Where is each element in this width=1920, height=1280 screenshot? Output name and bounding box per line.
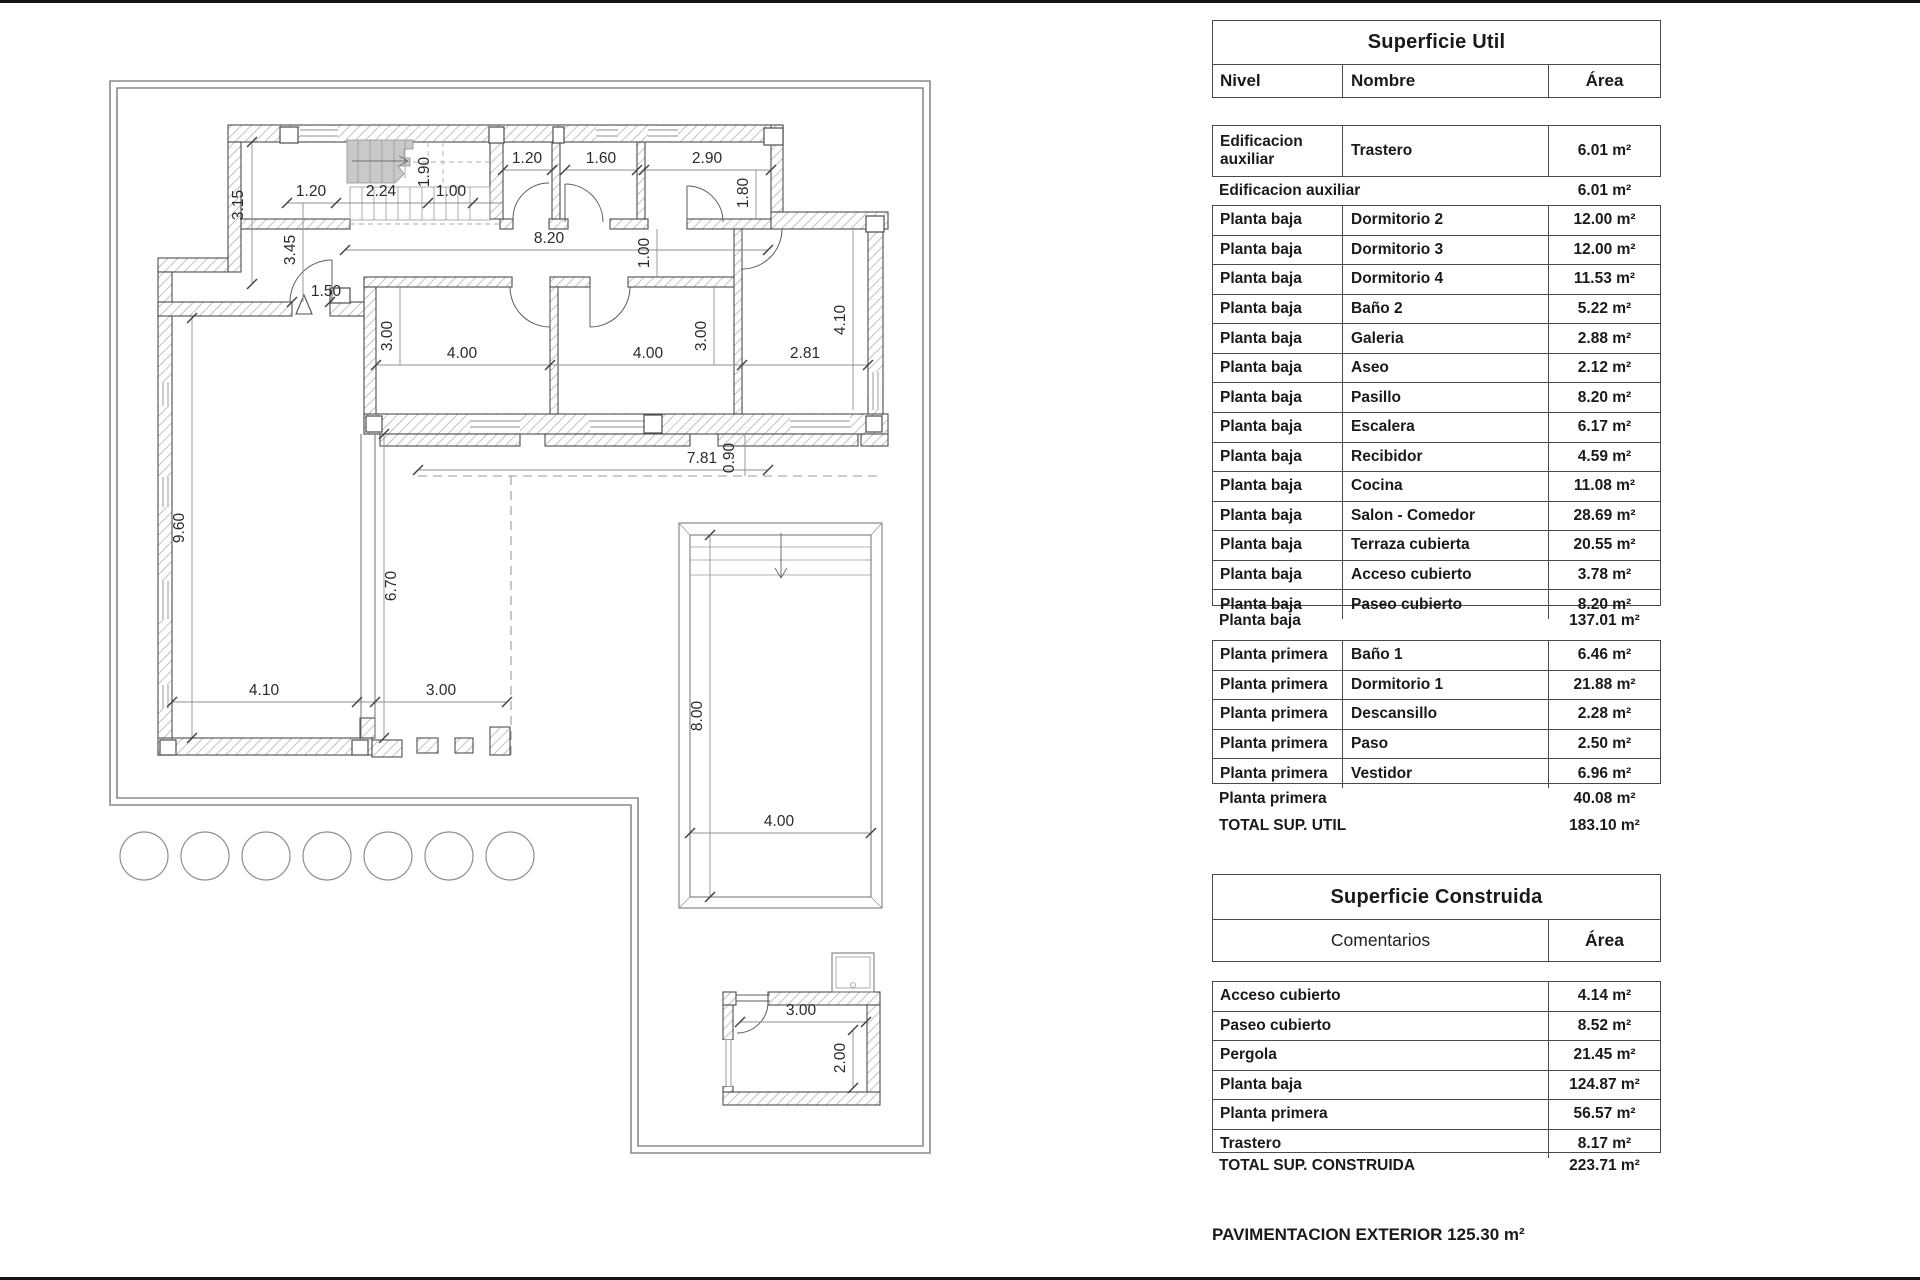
header-comentarios: Comentarios bbox=[1213, 920, 1549, 961]
dim-label: 1.50 bbox=[310, 283, 342, 300]
trees bbox=[120, 832, 534, 880]
table-row bbox=[1213, 982, 1660, 1011]
cell-nivel: Planta baja bbox=[1213, 502, 1343, 531]
dim-label: 3.00 bbox=[693, 320, 710, 352]
table-row bbox=[1213, 1070, 1660, 1100]
dim-label: 8.00 bbox=[689, 700, 706, 732]
total-label: Planta baja bbox=[1219, 611, 1301, 629]
table-row bbox=[1213, 264, 1660, 294]
dim-label: 3.00 bbox=[785, 1002, 817, 1019]
cell-comentario: Acceso cubierto bbox=[1213, 982, 1549, 1011]
header-nombre: Nombre bbox=[1343, 65, 1549, 97]
dim-label: 0.90 bbox=[721, 442, 738, 474]
cell-nivel: Planta primera bbox=[1213, 671, 1343, 700]
dim-label: 3.45 bbox=[282, 234, 299, 266]
table-row bbox=[1213, 1040, 1660, 1070]
dim-label: 2.00 bbox=[832, 1042, 849, 1074]
table-row bbox=[1213, 670, 1660, 700]
total-value: 6.01 m² bbox=[1577, 182, 1632, 199]
table-row bbox=[1213, 442, 1660, 472]
table-row bbox=[1213, 323, 1660, 353]
total-value: 40.08 m² bbox=[1573, 790, 1636, 807]
total-label: Planta primera bbox=[1219, 790, 1327, 807]
table-row bbox=[1213, 1011, 1660, 1041]
cell-area: 124.87 m² bbox=[1569, 1075, 1640, 1093]
cell-nivel: Planta primera bbox=[1213, 700, 1343, 729]
cell-nivel: Planta baja bbox=[1213, 590, 1343, 619]
aux-total-row bbox=[1212, 179, 1661, 203]
dim-label: 1.90 bbox=[416, 156, 433, 188]
dim-label: 4.00 bbox=[632, 345, 664, 362]
cell-area: 2.12 m² bbox=[1577, 359, 1632, 377]
cell-nivel: Planta baja bbox=[1213, 443, 1343, 472]
table-row bbox=[1213, 729, 1660, 759]
header-nivel: Nivel bbox=[1213, 65, 1343, 97]
cell-nivel: Planta baja bbox=[1213, 413, 1343, 442]
cell-nivel: Planta baja bbox=[1213, 472, 1343, 501]
cell-area: 12.00 m² bbox=[1573, 211, 1636, 229]
cell-nombre: Dormitorio 3 bbox=[1343, 236, 1549, 265]
table-row bbox=[1213, 353, 1660, 383]
cell-nombre: Pasillo bbox=[1343, 383, 1549, 412]
table-row bbox=[1213, 560, 1660, 590]
header-area: Área bbox=[1585, 930, 1624, 950]
cell-area: 12.00 m² bbox=[1573, 240, 1636, 258]
table-row bbox=[1213, 206, 1660, 235]
cell-nombre: Trastero bbox=[1343, 126, 1549, 176]
cell-area: 6.01 m² bbox=[1577, 142, 1632, 159]
entrance-arrow bbox=[296, 295, 312, 314]
cell-area: 6.96 m² bbox=[1577, 764, 1632, 782]
cell-nivel: Planta baja bbox=[1213, 206, 1343, 235]
dim-label: 6.70 bbox=[383, 570, 400, 602]
cell-nombre: Dormitorio 4 bbox=[1343, 265, 1549, 294]
planta-primera-total-row bbox=[1212, 787, 1661, 811]
cell-nivel: Planta baja bbox=[1213, 561, 1343, 590]
dim-label: 1.00 bbox=[636, 237, 653, 269]
cell-area: 56.57 m² bbox=[1573, 1105, 1636, 1123]
cell-area: 11.08 m² bbox=[1573, 477, 1636, 495]
outbuilding-trastero bbox=[722, 953, 880, 1105]
pavimentacion-note: PAVIMENTACION EXTERIOR 125.30 m² bbox=[1212, 1225, 1525, 1244]
table-row bbox=[1213, 758, 1660, 788]
dim-label: 3.00 bbox=[379, 320, 396, 352]
total-value: 183.10 m² bbox=[1569, 817, 1640, 834]
cell-nivel: Planta baja bbox=[1213, 531, 1343, 560]
dim-label: 1.20 bbox=[511, 150, 543, 167]
cell-nombre: Recibidor bbox=[1343, 443, 1549, 472]
cell-area: 2.28 m² bbox=[1577, 705, 1632, 723]
cell-comentario: Planta primera bbox=[1213, 1100, 1549, 1129]
cell-nombre: Baño 1 bbox=[1343, 641, 1549, 670]
cell-nivel: Edificacion auxiliar bbox=[1213, 126, 1343, 176]
table-row bbox=[1213, 501, 1660, 531]
cell-area: 8.52 m² bbox=[1577, 1016, 1632, 1034]
dim-label: 7.81 bbox=[686, 450, 718, 467]
swimming-pool bbox=[679, 523, 882, 908]
table-util-title: Superficie Util bbox=[1212, 20, 1661, 65]
cell-nivel: Planta primera bbox=[1213, 730, 1343, 759]
cell-nombre: Aseo bbox=[1343, 354, 1549, 383]
dim-label: 2.81 bbox=[789, 345, 821, 362]
table-row bbox=[1213, 699, 1660, 729]
dim-label: 9.60 bbox=[171, 512, 188, 544]
dim-label: 4.10 bbox=[248, 682, 280, 699]
table-construida-title: Superficie Construida bbox=[1212, 874, 1661, 920]
table-util-header bbox=[1212, 65, 1661, 98]
cell-nivel: Planta baja bbox=[1213, 265, 1343, 294]
table-row bbox=[1213, 530, 1660, 560]
dim-label: 4.00 bbox=[763, 813, 795, 830]
cell-area: 11.53 m² bbox=[1573, 270, 1636, 288]
construida-rows bbox=[1212, 981, 1661, 1153]
cell-nivel: Planta primera bbox=[1213, 641, 1343, 670]
cell-area: 4.59 m² bbox=[1577, 447, 1632, 465]
total-label: TOTAL SUP. UTIL bbox=[1219, 817, 1347, 834]
table-row bbox=[1213, 235, 1660, 265]
dim-label: 4.00 bbox=[446, 345, 478, 362]
cell-area: 5.22 m² bbox=[1577, 299, 1632, 317]
cell-comentario: Trastero bbox=[1213, 1130, 1549, 1159]
planta-baja-rows bbox=[1212, 205, 1661, 613]
cell-nivel: Planta baja bbox=[1213, 236, 1343, 265]
dim-label: 8.20 bbox=[533, 230, 565, 247]
cell-nivel: Planta primera bbox=[1213, 759, 1343, 788]
planta-primera-rows bbox=[1212, 640, 1661, 784]
cell-area: 3.78 m² bbox=[1577, 566, 1632, 584]
cell-comentario: Paseo cubierto bbox=[1213, 1012, 1549, 1041]
table-row bbox=[1213, 294, 1660, 324]
cell-nombre: Escalera bbox=[1343, 413, 1549, 442]
cell-nombre: Dormitorio 1 bbox=[1343, 671, 1549, 700]
total-sup-construida-row bbox=[1212, 1154, 1661, 1178]
cell-area: 21.88 m² bbox=[1573, 675, 1636, 693]
cell-nombre: Terraza cubierta bbox=[1343, 531, 1549, 560]
dim-label: 1.00 bbox=[435, 183, 467, 200]
dim-label: 3.00 bbox=[425, 682, 457, 699]
cell-nombre: Descansillo bbox=[1343, 700, 1549, 729]
cell-nombre: Vestidor bbox=[1343, 759, 1549, 788]
total-value: 223.71 m² bbox=[1569, 1157, 1640, 1174]
total-label: TOTAL SUP. CONSTRUIDA bbox=[1219, 1157, 1416, 1174]
dim-label: 1.20 bbox=[295, 183, 327, 200]
area-tables-panel bbox=[1212, 0, 1661, 1280]
dim-label: 1.80 bbox=[735, 177, 752, 209]
total-value: 137.01 m² bbox=[1569, 611, 1640, 629]
cell-nivel: Planta baja bbox=[1213, 383, 1343, 412]
total-label: Edificacion auxiliar bbox=[1219, 182, 1361, 199]
cell-nivel: Planta baja bbox=[1213, 354, 1343, 383]
table-row bbox=[1213, 1099, 1660, 1129]
cell-area: 2.50 m² bbox=[1577, 734, 1632, 752]
cell-nombre: Paso bbox=[1343, 730, 1549, 759]
cell-nivel: Planta baja bbox=[1213, 295, 1343, 324]
cell-nivel: Planta baja bbox=[1213, 324, 1343, 353]
cell-nombre: Cocina bbox=[1343, 472, 1549, 501]
dim-label: 1.60 bbox=[585, 150, 617, 167]
cell-area: 21.45 m² bbox=[1573, 1046, 1636, 1064]
cell-area: 8.20 m² bbox=[1577, 388, 1632, 406]
cell-nombre: Baño 2 bbox=[1343, 295, 1549, 324]
table-row bbox=[1213, 641, 1660, 670]
table-row bbox=[1213, 382, 1660, 412]
cell-area: 20.55 m² bbox=[1573, 536, 1636, 554]
header-area: Área bbox=[1585, 71, 1624, 90]
cell-area: 28.69 m² bbox=[1573, 506, 1636, 524]
cell-area: 8.17 m² bbox=[1577, 1134, 1632, 1152]
cell-nombre: Acceso cubierto bbox=[1343, 561, 1549, 590]
cell-area: 6.17 m² bbox=[1577, 418, 1632, 436]
cell-area: 2.88 m² bbox=[1577, 329, 1632, 347]
dim-label: 4.10 bbox=[832, 304, 849, 336]
aux-row bbox=[1212, 125, 1661, 177]
total-sup-util-row bbox=[1212, 814, 1661, 838]
cell-area: 8.20 m² bbox=[1577, 595, 1632, 613]
house-walls bbox=[158, 125, 888, 757]
table-construida-header bbox=[1212, 920, 1661, 962]
table-row bbox=[1213, 412, 1660, 442]
cell-area: 4.14 m² bbox=[1577, 987, 1632, 1005]
cell-nombre: Salon - Comedor bbox=[1343, 502, 1549, 531]
table-row bbox=[1213, 471, 1660, 501]
dim-label: 3.15 bbox=[230, 189, 247, 221]
dim-label: 2.90 bbox=[691, 150, 723, 167]
cell-nombre: Galeria bbox=[1343, 324, 1549, 353]
cell-comentario: Planta baja bbox=[1213, 1071, 1549, 1100]
cell-nombre: Paseo cubierto bbox=[1343, 590, 1549, 619]
cell-comentario: Pergola bbox=[1213, 1041, 1549, 1070]
dim-label: 2.24 bbox=[365, 183, 397, 200]
pergola-dashed-outline bbox=[418, 476, 881, 755]
cell-nombre: Dormitorio 2 bbox=[1343, 206, 1549, 235]
planta-baja-total-row bbox=[1212, 608, 1661, 633]
cell-area: 6.46 m² bbox=[1577, 646, 1632, 664]
